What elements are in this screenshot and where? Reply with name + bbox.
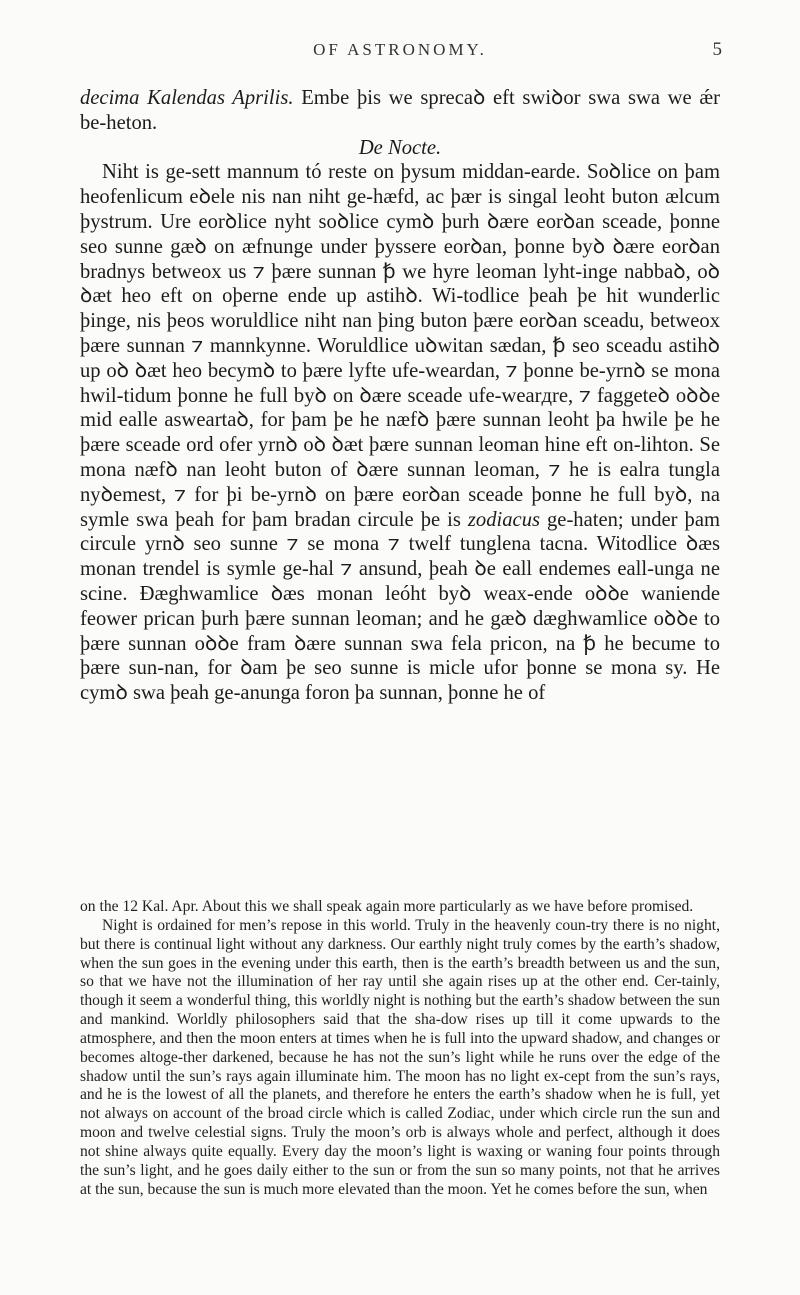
translation-text xyxy=(80,898,720,1200)
section-heading: De Nocte. xyxy=(358,136,442,159)
oe-date-italic: decima Kalendas Aprilis. xyxy=(80,87,294,109)
page-number: 5 xyxy=(712,39,722,60)
translation-paragraph-1: on the 12 Kal. Apr. About this we shall speak again more particularly as we have before promised. xyxy=(80,898,694,915)
oe-paragraph-1-rest: Embe þis we sprecaꝺ eft swiꝺor swa swa we ǽr be-heton. xyxy=(80,87,720,134)
old-english-text xyxy=(80,86,720,706)
oe-paragraph-1 xyxy=(80,86,720,136)
oe-zodiac-italic: zodiacus xyxy=(467,508,540,531)
oe-paragraph-2 xyxy=(80,160,720,706)
oe-paragraph-2-rest: ge-haten; under þam circule yrnꝺ seo sunne ⁊ se mona ⁊ twelf tunglena tacna. Witodlice ꝺæs monan trendel is symle ge-hal ⁊ ansund, þeah ꝺe eall endemes eall-unga ne scine. Ðæghwamlice ꝺæs monan leóht byꝺ weax-ende oꝺꝺe waniende feower prican þurh þære sunnan leoman; and he gæꝺ dæghwamlice oꝺꝺe to þære sunnan oꝺꝺe fram ꝺære sunnan swa fela pricon, na ꝥ he becume to þære sun-nan, for ꝺam þe seo sunne is micle ufor þonne se mona sy. He cymꝺ swa þeah ge-anunga foron þa sunnan, þonne he of xyxy=(80,508,721,705)
translation-paragraph-2: Night is ordained for men’s repose in this world. Truly in the heavenly coun-try there is no night, but there is continual light without any darkness. Our earthly night truly comes by the earth’s shadow, when the sun goes in the evening under this earth, then is the earth’s breadth between us and the sun, so that we have not the illumination of her ray until she again rises up at the other end. Cer-tainly, though it seem a wonderful thing, this worldly night is nothing but the earth’s shadow between the sun and mankind. Worldly philosophers said that the sha-dow rises up till it come upwards to the atmosphere, and then the moon enters at times when he is full into the upward shadow, and changes or becomes altoge-ther darkened, because he has not the sun’s light while he runs over the edge of the shadow until the sun’s rays again illuminate him. The moon has no light ex-cept from the sun’s rays, and he is the lowest of all the planets, and therefore he enters the earth’s shadow when he is full, yet not always on account of the broad circle which is called Zodiac, under which circle run the sun and moon and twelve celestial signs. Truly the moon’s orb is always whole and perfect, although it does not shine always quite equally. Every day the moon’s light is waxing or waning four points through the sun’s light, and he goes daily either to the sun or from the sun so many points, not that he arrives at the sun, because the sun is much more elevated than the moon. Yet he comes before the sun, when xyxy=(80,916,720,1198)
running-head xyxy=(0,40,800,68)
running-title: OF ASTRONOMY. xyxy=(313,40,487,59)
oe-paragraph-2-start: Niht is ge-sett mannum tó reste on þysum middan-earde. Soꝺlice on þam heofenlicum eꝺele nis nan niht ge-hæfd, ac þær is singal leoht buton ælcum þystrum. Ure eorꝺlice nyht soꝺlice cymꝺ þurh ꝺære eorꝺan sceade, þonne seo sunne gæꝺ on æfnunge under þyssere eorꝺan, þonne byꝺ ꝺære eorꝺan bradnys betweox us ⁊ þære sunnan ꝥ we hyre leoman lyht-inge nabbaꝺ, oꝺ ꝺæt heo eft on oþerne ende up astihꝺ. Wi-todlice þeah þe hit wunderlic þinge, nis þeos woruldlice niht nan þing buton þære eorꝺan sceadu, betweox þære sunnan ⁊ mannkynne. Woruldlice uꝺwitan sædan, ꝥ seo sceadu astihꝺ up oꝺ ꝺæt heo becymꝺ to þære lyfte ufe-weardan, ⁊ þonne be-yrnꝺ se mona hwil-tidum þonne he full byꝺ on ꝺære sceade ufe-wearдre, ⁊ faggeteꝺ oꝺꝺe mid ealle asweartaꝺ, for þam þe he næfꝺ þære sunnan leoht þa hwile þe he þære sceade ord ofer yrnꝺ oꝺ ꝺæt þære sunnan leoman hine eft on-lihton. Se mona næfꝺ nan leoht buton of ꝺære sunnan leoman, ⁊ he is ealra tungla nyꝺemest, ⁊ for þi be-yrnꝺ on þære eorꝺan sceade þonne he full byꝺ, na symle swa þeah for þam bradan circule þe is xyxy=(80,161,720,531)
